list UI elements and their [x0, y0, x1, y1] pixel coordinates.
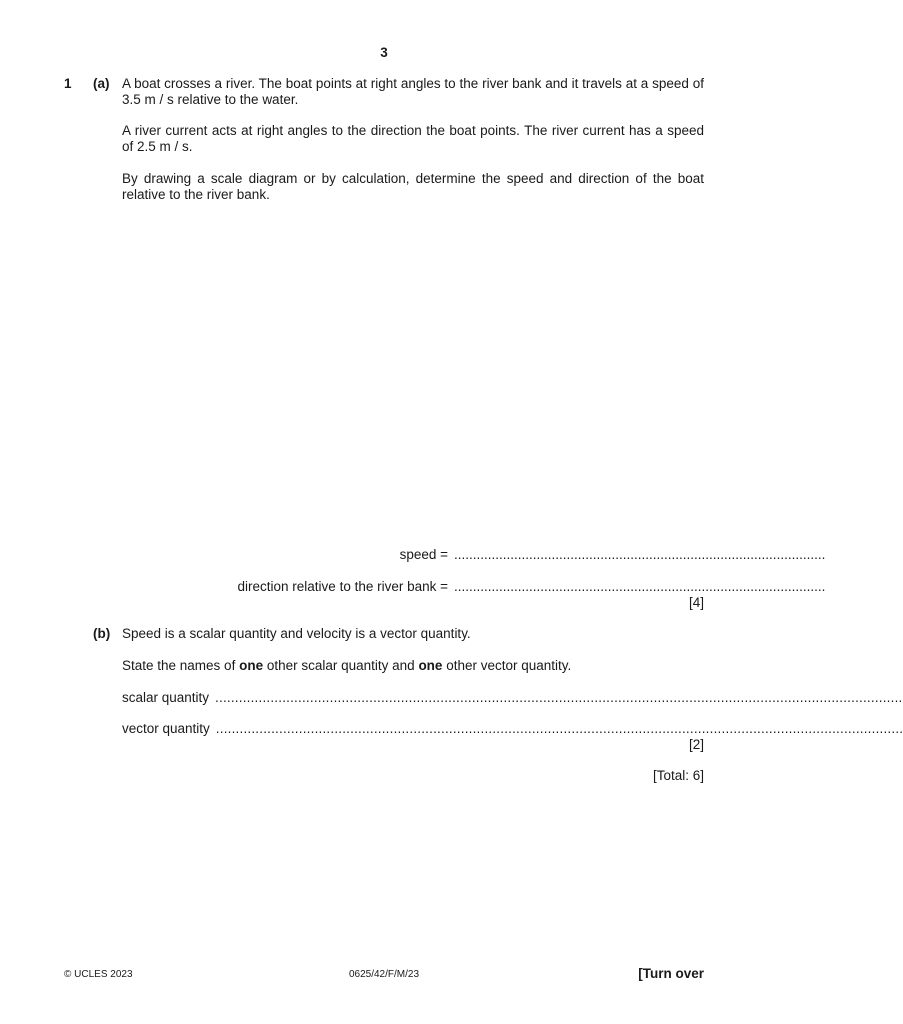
direction-answer-line[interactable] [237, 579, 826, 594]
part-b-marks: [2] [688, 737, 704, 752]
part-b-text-end: other vector quantity. [442, 658, 572, 673]
page-number: 3 [380, 45, 388, 60]
part-a-marks: [4] [688, 595, 704, 610]
scalar-answer-dots[interactable]: .............................................................................................................................................................................. [215, 690, 903, 705]
direction-label: direction relative to the river bank = [237, 579, 448, 594]
vector-label: vector quantity [122, 721, 210, 736]
turn-over-label: [Turn over [638, 966, 704, 981]
vector-answer-line[interactable] [122, 721, 903, 736]
scalar-label: scalar quantity [122, 690, 210, 705]
speed-answer-line[interactable] [399, 547, 826, 562]
direction-answer-dots[interactable]: ................................................................................................... [454, 579, 826, 594]
part-a-paragraph-1: A boat crosses a river. The boat points at right angles to the river bank and it travels at a speed of 3.5 m / s relative to the water. [122, 76, 704, 107]
speed-answer-dots[interactable]: ................................................................................................... [454, 547, 826, 562]
total-marks: [Total: 6] [652, 768, 704, 783]
footer-code: 0625/42/F/M/23 [348, 969, 420, 980]
part-b-paragraph-2 [122, 658, 704, 674]
part-b-text-mid: other scalar quantity and [263, 658, 419, 673]
part-b-bold-one-scalar: one [239, 658, 264, 673]
vector-answer-dots[interactable]: .............................................................................................................................................................................. [215, 721, 903, 736]
part-b-bold-one-vector: one [418, 658, 443, 673]
speed-label: speed = [399, 547, 448, 562]
part-a-paragraph-2: A river current acts at right angles to the direction the boat points. The river current has a speed of 2.5 m / s. [122, 123, 704, 154]
part-b-paragraph-1: Speed is a scalar quantity and velocity is a vector quantity. [122, 626, 471, 641]
part-a-label: (a) [93, 76, 110, 91]
question-number: 1 [64, 76, 72, 91]
footer-copyright: © UCLES 2023 [64, 969, 133, 980]
scalar-answer-line[interactable] [122, 690, 903, 705]
part-b-text-start: State the names of [122, 658, 240, 673]
part-a-paragraph-3: By drawing a scale diagram or by calculation, determine the speed and direction of the boat relative to the river bank. [122, 171, 704, 202]
part-b-label: (b) [93, 626, 111, 641]
